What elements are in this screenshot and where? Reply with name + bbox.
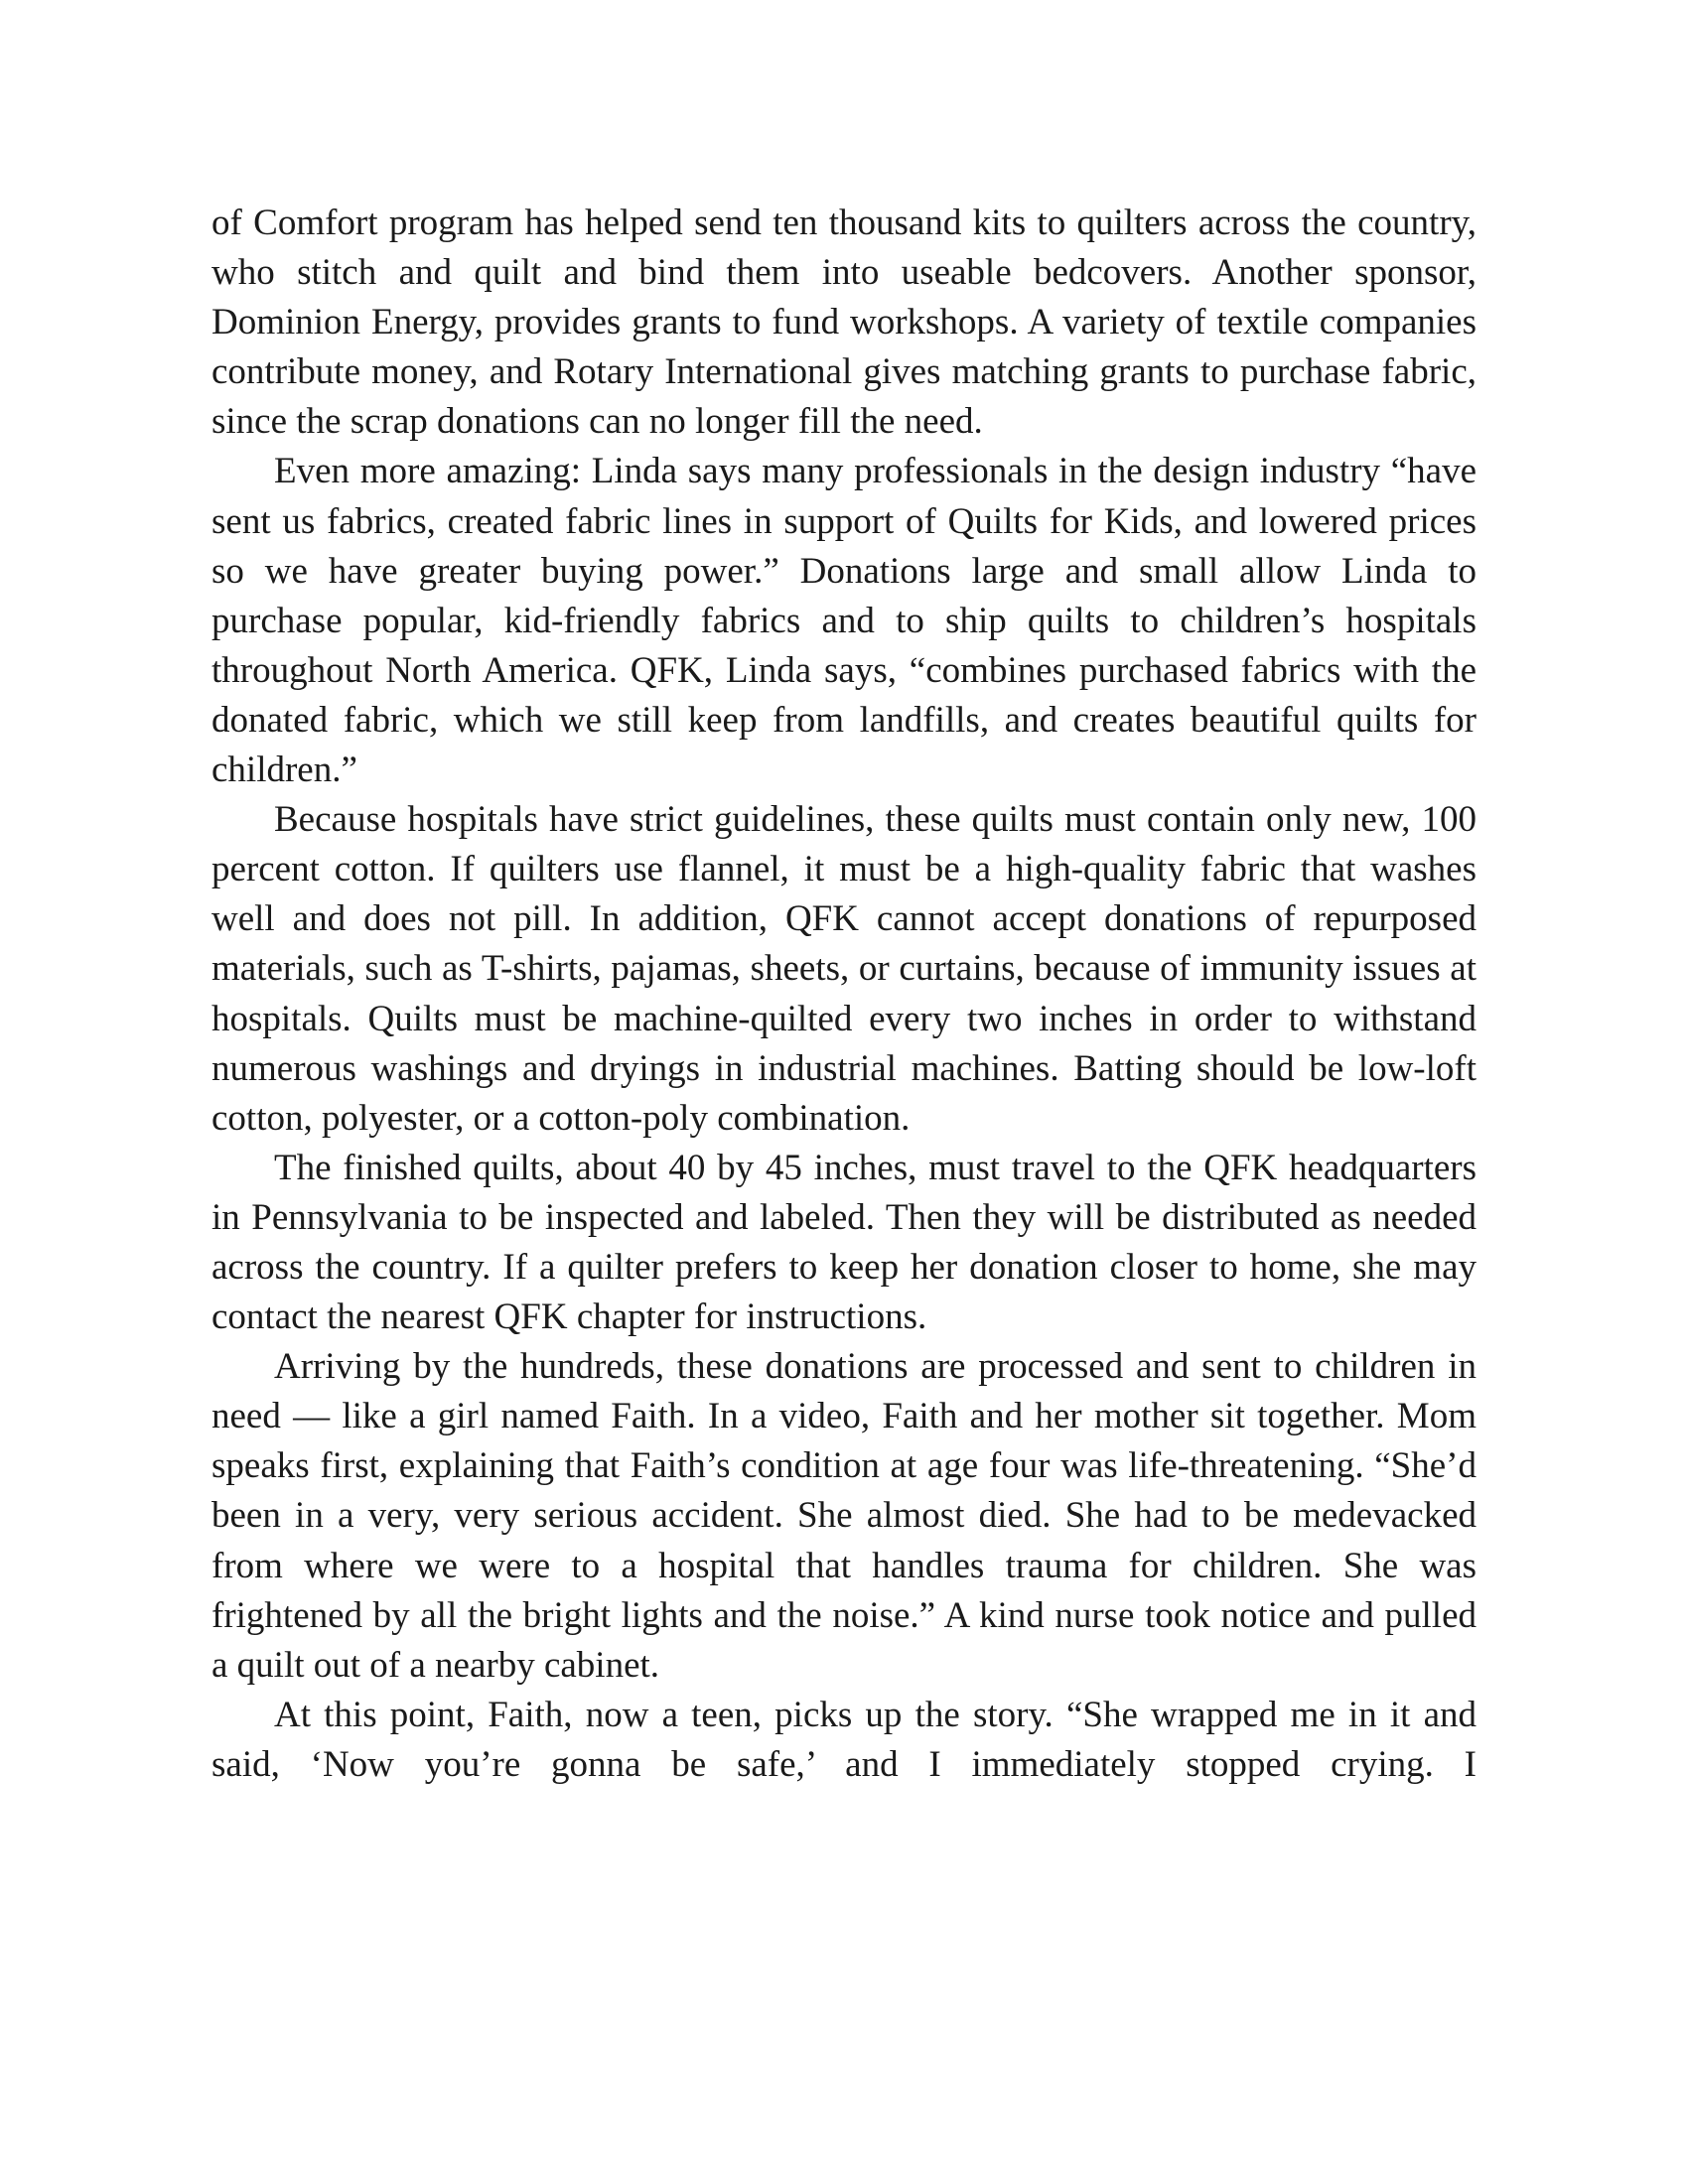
document-page [211, 199, 1477, 1790]
paragraph-6: At this point, Faith, now a teen, picks up the story. “She wrapped me in it and said, ‘Now you’re gonna be safe,’ and I immediately stopped crying. I [211, 1694, 1477, 1785]
paragraph-1: of Comfort program has helped send ten thousand kits to quilters across the country, who stitch and quilt and bind them into useable bedcovers. Another sponsor, Dominion Energy, provides grants to fund workshops. A variety of textile companies contribute money, and Rotary International gives matching grants to purchase fabric, since the scrap donations can no longer fill the need. [211, 203, 1477, 443]
paragraph-4: The finished quilts, about 40 by 45 inches, must travel to the QFK headquarters in Pennsylvania to be inspected and labeled. Then they will be distributed as needed across the country. If a quilter prefers to keep her donation closer to home, she may contact the nearest QFK chapter for instructions. [211, 1147, 1477, 1338]
paragraph-2: Even more amazing: Linda says many professionals in the design industry “have sent us fabrics, created fabric lines in support of Quilts for Kids, and lowered prices so we have greater buying power.” Donations large and small allow Linda to purchase popular, kid-friendly fabrics and to ship quilts to children’s hospitals throughout North America. QFK, Linda says, “combines purchased fabrics with the donated fabric, which we still keep from landfills, and creates beautiful quilts for children.” [211, 451, 1477, 791]
paragraph-3: Because hospitals have strict guidelines, these quilts must contain only new, 100 percent cotton. If quilters use flannel, it must be a high-quality fabric that washes well and does not pill. In addition, QFK cannot accept donations of repurposed materials, such as T-shirts, pajamas, sheets, or curtains, because of immunity issues at hospitals. Quilts must be machine-quilted every two inches in order to withstand numerous washings and dryings in industrial machines. Batting should be low-loft cotton, polyester, or a cotton-poly combination. [211, 799, 1477, 1139]
paragraph-5: Arriving by the hundreds, these donations are processed and sent to children in need — like a girl named Faith. In a video, Faith and her mother sit together. Mom speaks first, explaining that Faith’s condition at age four was life-threatening. “She’d been in a very, very serious accident. She almost died. She had to be medevacked from where we were to a hospital that handles trauma for children. She was frightened by all the bright lights and the noise.” A kind nurse took notice and pulled a quilt out of a nearby cabinet. [211, 1346, 1477, 1686]
